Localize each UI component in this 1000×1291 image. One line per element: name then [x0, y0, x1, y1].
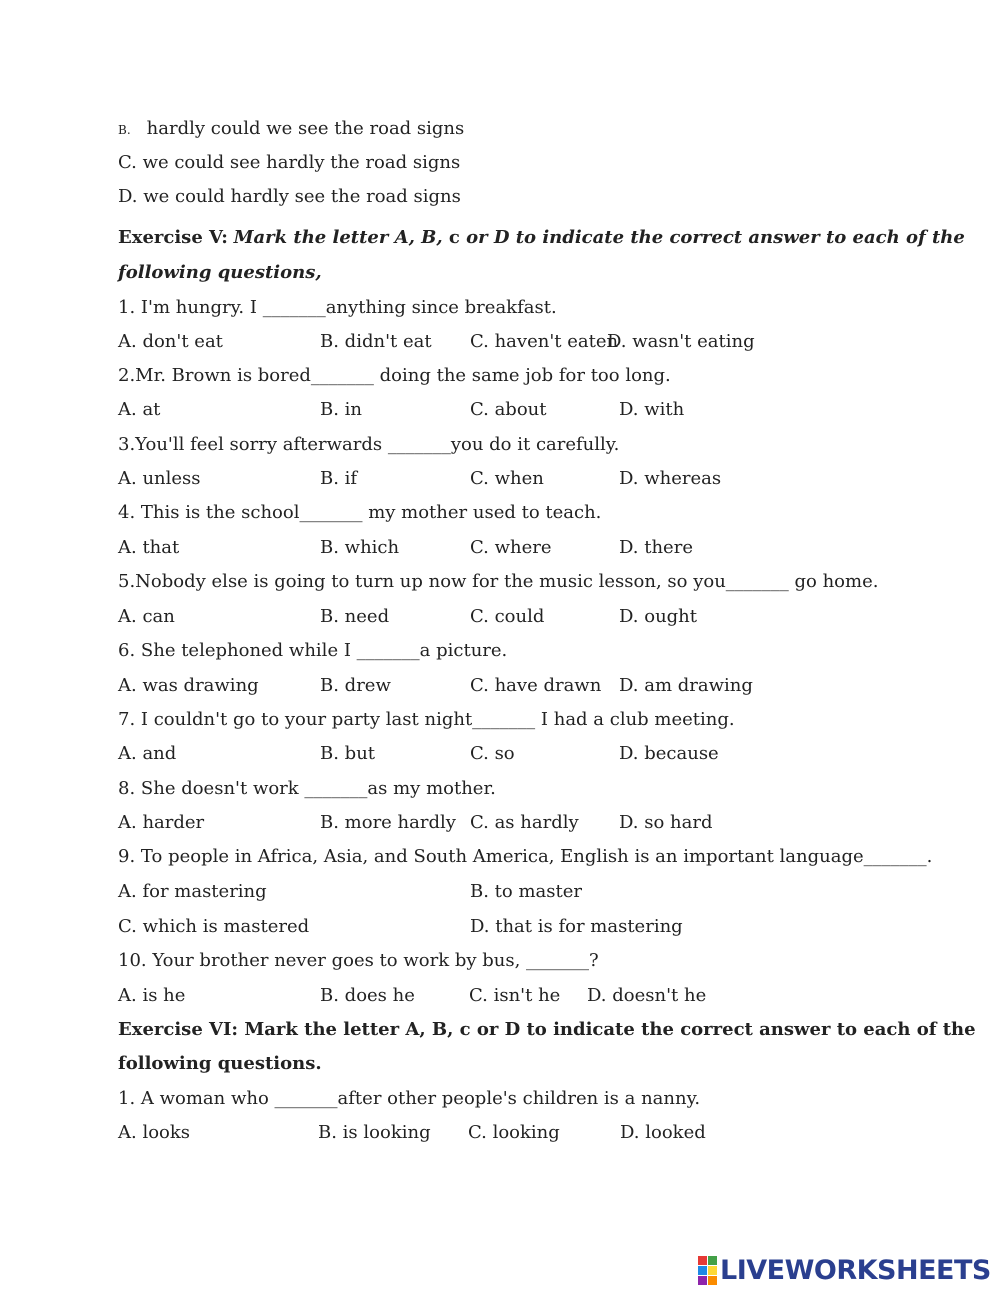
option-a[interactable]: A. don't eat: [118, 331, 223, 352]
option-a[interactable]: A. for mastering: [118, 881, 267, 902]
option-b[interactable]: B. need: [320, 606, 390, 627]
option-d[interactable]: D. whereas: [619, 468, 722, 489]
option-d[interactable]: D. looked: [620, 1122, 706, 1143]
option-a[interactable]: A. that: [118, 537, 180, 558]
option-b[interactable]: B. if: [320, 468, 358, 489]
option-c[interactable]: C. as hardly: [470, 812, 579, 833]
question-stem: 4. This is the school_______ my mother used to teach.: [118, 502, 602, 523]
option-d[interactable]: D. there: [619, 537, 693, 558]
question-stem: 8. She doesn't work _______as my mother.: [118, 778, 496, 799]
option-b[interactable]: B. in: [320, 399, 363, 420]
option-a[interactable]: A. harder: [118, 812, 205, 833]
question-stem: 1. I'm hungry. I _______anything since breakfast.: [118, 297, 557, 318]
option-c[interactable]: C. haven't eaten: [470, 331, 619, 352]
prev-option-c: C. we could see hardly the road signs: [118, 152, 461, 173]
question-stem: 9. To people in Africa, Asia, and South America, English is an important language_______.: [118, 846, 933, 867]
question-stem: 2.Mr. Brown is bored_______ doing the same job for too long.: [118, 365, 671, 386]
prev-option-b: [118, 117, 464, 141]
option-letter: B.: [118, 123, 131, 137]
option-c[interactable]: C. have drawn: [470, 675, 602, 696]
option-b[interactable]: B. is looking: [318, 1122, 431, 1143]
option-a[interactable]: A. was drawing: [118, 675, 259, 696]
option-c[interactable]: C. about: [470, 399, 547, 420]
question-stem: 5.Nobody else is going to turn up now for the music lesson, so you_______ go home.: [118, 571, 879, 592]
option-a[interactable]: A. at: [118, 399, 161, 420]
exercise-6-heading-line2: following questions.: [118, 1053, 322, 1074]
prev-option-d: D. we could hardly see the road signs: [118, 186, 461, 207]
option-d[interactable]: D. am drawing: [619, 675, 753, 696]
option-c[interactable]: C. which is mastered: [118, 916, 310, 937]
option-b[interactable]: B. which: [320, 537, 400, 558]
option-c[interactable]: C. could: [470, 606, 545, 627]
option-c[interactable]: C. so: [470, 743, 515, 764]
liveworksheets-logo: [698, 1254, 991, 1286]
option-d[interactable]: D. because: [619, 743, 719, 764]
option-text: hardly could we see the road signs: [146, 118, 465, 139]
option-c[interactable]: C. looking: [468, 1122, 560, 1143]
exercise-5-instruction-rest: or D to indicate the correct answer to each of the: [459, 227, 965, 248]
option-a[interactable]: A. unless: [118, 468, 201, 489]
option-d[interactable]: D. so hard: [619, 812, 713, 833]
option-b[interactable]: B. didn't eat: [320, 331, 432, 352]
option-b[interactable]: B. does he: [320, 985, 415, 1006]
logo-blocks-icon: [698, 1256, 717, 1285]
option-a[interactable]: A. and: [118, 743, 177, 764]
option-a[interactable]: A. is he: [118, 985, 186, 1006]
exercise-5-instruction: Mark the letter A, B,: [233, 227, 449, 248]
option-b[interactable]: B. but: [320, 743, 376, 764]
option-b[interactable]: B. drew: [320, 675, 391, 696]
option-a[interactable]: A. looks: [118, 1122, 191, 1143]
option-d[interactable]: D. ought: [619, 606, 698, 627]
exercise-5-label: Exercise V:: [118, 227, 228, 248]
exercise-5-heading-line2: following questions,: [118, 262, 322, 283]
exercise-5-instruction-c: c: [448, 227, 460, 248]
option-d[interactable]: D. that is for mastering: [470, 916, 683, 937]
option-d[interactable]: D. wasn't eating: [607, 331, 755, 352]
exercise-5-heading: [118, 226, 965, 250]
option-a[interactable]: A. can: [118, 606, 175, 627]
logo-text: LIVEWORKSHEETS: [720, 1254, 991, 1286]
option-c[interactable]: C. where: [470, 537, 552, 558]
question-stem: 7. I couldn't go to your party last night_______ I had a club meeting.: [118, 709, 735, 730]
option-d[interactable]: D. doesn't he: [587, 985, 707, 1006]
option-b[interactable]: B. more hardly: [320, 812, 456, 833]
option-c[interactable]: C. isn't he: [469, 985, 561, 1006]
exercise-6-heading: Exercise VI: Mark the letter A, B, c or D to indicate the correct answer to each of the: [118, 1019, 976, 1040]
question-stem: 1. A woman who _______after other people's children is a nanny.: [118, 1088, 701, 1109]
option-d[interactable]: D. with: [619, 399, 685, 420]
question-stem: 6. She telephoned while I _______a picture.: [118, 640, 508, 661]
question-stem: 10. Your brother never goes to work by bus, _______?: [118, 950, 599, 971]
question-stem: 3.You'll feel sorry afterwards _______you do it carefully.: [118, 434, 620, 455]
option-c[interactable]: C. when: [470, 468, 544, 489]
option-b[interactable]: B. to master: [470, 881, 582, 902]
